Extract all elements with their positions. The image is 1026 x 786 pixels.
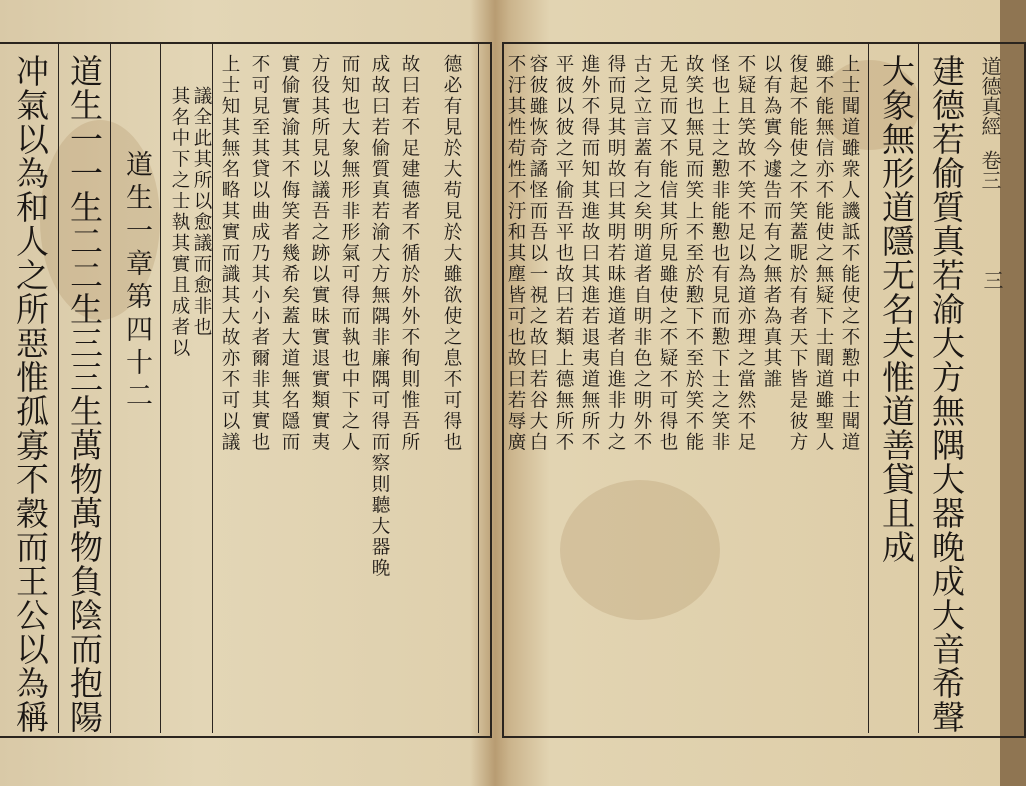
column-rule — [478, 44, 479, 733]
commentary-column: 平彼以彼之平偷吾平也故曰若類上德無所不 — [553, 54, 574, 453]
text-column: 大象無形道隱无名夫惟道善貸且成 — [877, 54, 916, 564]
commentary-column: 不汙其性苟性不汙和其塵皆可也故曰若辱廣 — [505, 54, 526, 453]
page-number: 三 — [980, 270, 1004, 290]
text-column: 道生一一生二二生三三生萬物萬物負陰而抱陽 — [65, 54, 104, 734]
commentary-column: 上士知其無名略其實而識其大故亦不可以議 — [219, 54, 240, 453]
commentary-column: 容彼雖恢奇譎怪而吾以一視之故曰若谷大白 — [527, 54, 548, 453]
column-rule — [868, 44, 869, 733]
marginal-title: 道德真經 — [978, 56, 1002, 136]
commentary-column: 成故曰若偷質真若渝大方無隅非廉隅可得而察則聽大器晚 — [369, 54, 390, 579]
chapter-heading: 道生一章第四十二 — [121, 150, 152, 414]
column-rule — [918, 44, 919, 733]
commentary-column: 實偷實渝其不侮笑者幾希矣蓋大道無名隱而 — [279, 54, 300, 453]
commentary-column: 復起不能使之不笑蓋昵於有者天下皆是彼方 — [787, 54, 808, 453]
text-column: 建德若偷質真若渝大方無隅大器晚成大音希聲 — [927, 54, 966, 734]
commentary-column: 上士聞道雖衆人譏詆不能使之不懃中士聞道 — [839, 54, 860, 453]
commentary-column: 議全此其所以愈議而愈非也 — [191, 86, 212, 338]
commentary-column: 古之立言蓋有之矣明道者自明非色之明外不 — [631, 54, 652, 453]
commentary-column: 雖不能無信亦不能使之無疑下士聞道雖聖人 — [813, 54, 834, 453]
commentary-column: 而知也大象無形非形氣可得而執也中下之人 — [339, 54, 360, 453]
commentary-column: 進外不得而知其進故曰其進若退夷道無所不 — [579, 54, 600, 453]
commentary-column: 不疑且笑故不笑不足以為道亦理之當然不足 — [735, 54, 756, 453]
column-rule — [58, 44, 59, 733]
volume-label: 卷三 — [978, 150, 1002, 190]
commentary-column: 得而見其明故曰其明若昧進道者自進非力之 — [605, 54, 626, 453]
column-rule — [110, 44, 111, 733]
commentary-column: 故笑也無見而笑上不至於懃下不至於笑不能 — [683, 54, 704, 453]
column-rule — [160, 44, 161, 733]
column-rule — [212, 44, 213, 733]
commentary-column: 其名中下之士執其實且成者以 — [169, 86, 190, 359]
commentary-column: 以有為實今遽告而有之無者為真其誰 — [761, 54, 782, 390]
commentary-column: 无見而又不能信其所見雖使之不疑不可得也 — [657, 54, 678, 453]
commentary-column: 方役其所見以議吾之跡以實昧實退實類實夷 — [309, 54, 330, 453]
text-column: 冲氣以為和人之所惡惟孤寡不穀而王公以為稱 — [11, 54, 50, 734]
commentary-column: 德必有見於大苟見於大雖欲使之息不可得也 — [441, 54, 462, 453]
commentary-column: 故曰若不足建德者不循於外外不徇則惟吾所 — [399, 54, 420, 453]
commentary-column: 怪也上士之懃非能懃也有見而懃下士之笑非 — [709, 54, 730, 453]
commentary-column: 不可見至其貸以曲成乃其小小者爾非其實也 — [249, 54, 270, 453]
